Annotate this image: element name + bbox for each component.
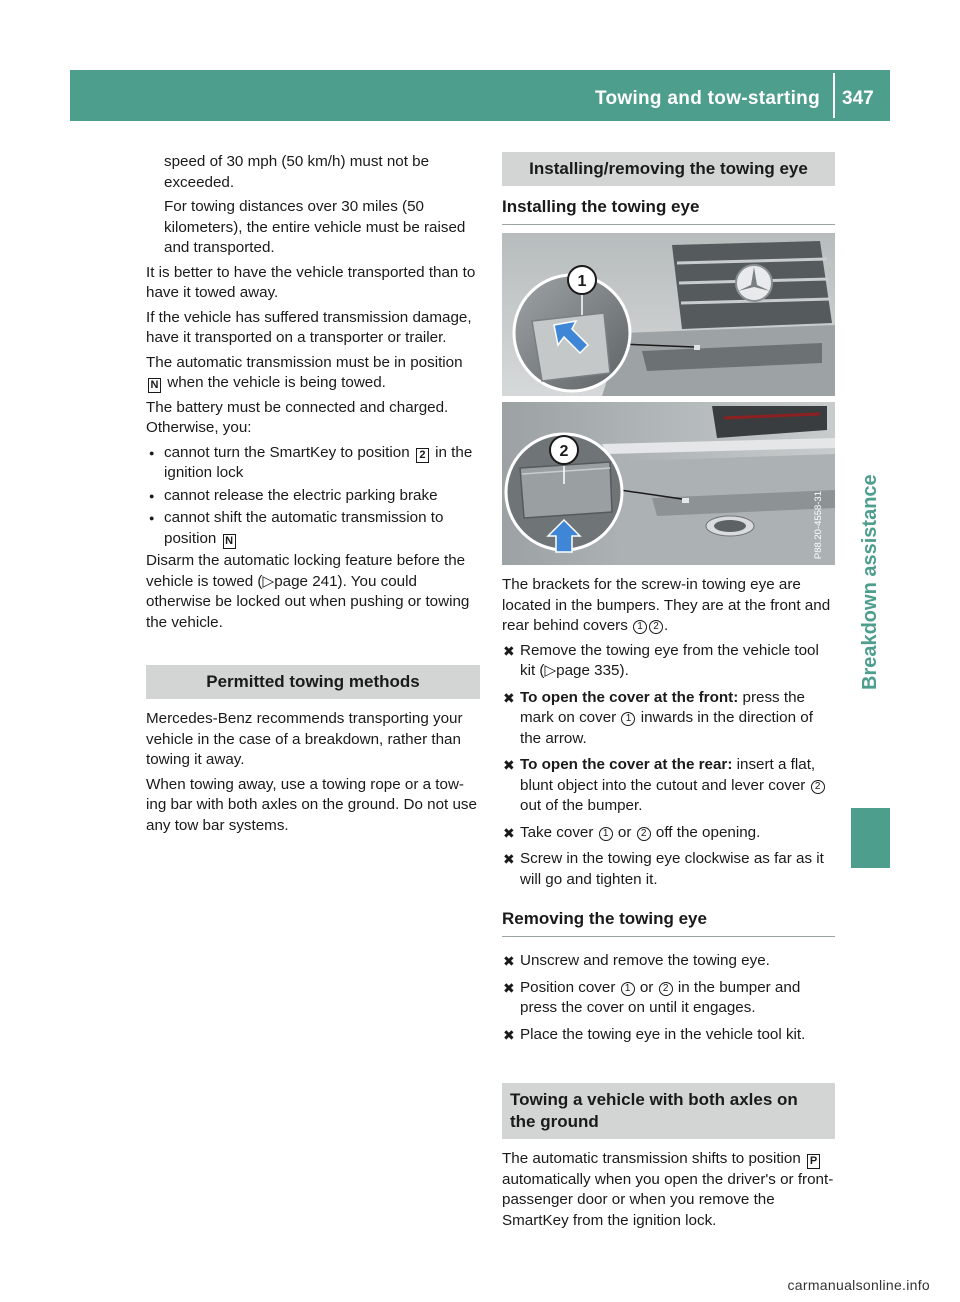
callout-ref: 1 (633, 620, 647, 634)
towing-eye-illustration (502, 233, 835, 565)
step-marker-icon: ✖ (503, 953, 515, 969)
callout-ref: 1 (621, 982, 635, 996)
step-item (502, 978, 835, 1019)
paragraph (146, 551, 480, 633)
text: The brackets for the screw-in towing eye are located in the bumpers. They are at the front and rear behind covers (502, 576, 831, 634)
left-column (146, 152, 480, 840)
list-item: ● cannot release the electric parking brake (146, 486, 480, 507)
step-label: To open the cover at the rear: (520, 756, 733, 773)
step-item (502, 755, 835, 817)
callout-1-label: 1 (577, 273, 587, 290)
list-item (146, 508, 480, 549)
rear-bumper-illustration (502, 402, 835, 565)
text: The automatic transmission shifts to position (502, 1150, 801, 1167)
text: out of the bumper. (520, 797, 643, 814)
gear-position-symbol: P (807, 1154, 820, 1169)
step-item (502, 1025, 835, 1046)
text: in the ignition lock (164, 443, 473, 481)
step-marker-icon: ✖ (503, 689, 515, 706)
callout-ref: 2 (811, 780, 825, 794)
text: or (639, 978, 654, 996)
paragraph: When towing away, use a towing rope or a tow-ing bar with both axles on the ground. Do not use any tow bar systems. (146, 775, 477, 834)
gear-position-symbol: N (223, 534, 236, 549)
paragraph (146, 353, 480, 394)
side-tab-label: Breakdown assistance (859, 474, 881, 690)
paragraph (502, 1149, 835, 1231)
front-car-drawing (502, 233, 835, 396)
figure-code: P88.20-4558-31 (812, 490, 824, 559)
text: Position cover (520, 978, 616, 996)
side-tab-marker (851, 808, 890, 868)
front-bumper-illustration (502, 233, 835, 396)
step-item (502, 641, 835, 682)
text: inwards in the direction of the arrow. (520, 709, 813, 747)
text: ). (619, 662, 629, 679)
paragraph: The battery must be connected and charged. Otherwise, you: (146, 398, 449, 436)
section-heading-towing-eye: Installing/removing the towing eye (502, 152, 835, 186)
step-marker-icon: ✖ (503, 1026, 515, 1043)
rear-car-drawing (502, 402, 835, 565)
header-separator (833, 73, 835, 118)
callout-ref: 2 (637, 827, 651, 841)
step-item (502, 951, 835, 972)
text: Place the towing eye in the vehicle tool kit. (520, 1025, 806, 1043)
paragraph: If the vehicle has suffered transmission damage, have it transported on a transporter or trailer. (146, 308, 472, 346)
text: Remove the towing eye from the vehicle tool kit ( (520, 641, 819, 679)
gear-position-symbol: N (148, 378, 161, 393)
subheading-installing: Installing the towing eye (502, 196, 835, 225)
text: ). You could otherwise be locked out when pushing or towing the vehicle. (146, 572, 470, 631)
text: press the mark on cover (520, 688, 805, 726)
paragraph: Mercedes-Benz recommends transporting your vehicle in the case of a breakdown, rather than towing it away. (146, 710, 463, 768)
text: insert a flat, blunt object into the cutout and lever cover (520, 756, 816, 794)
paragraph: speed of 30 mph (50 km/h) must not be exceeded. (164, 153, 430, 191)
page-reference-arrow-icon: ▷ (544, 662, 557, 679)
paragraph: The brackets for the screw-in towing eye are located in the bumpers. They are at the front and rear behind covers 1 2 . (502, 576, 831, 634)
text: Disarm the automatic locking feature before the vehicle is towed ( (146, 552, 466, 590)
text: when the vehicle is being towed. (167, 374, 386, 391)
step-item (502, 849, 835, 890)
section-heading-permitted-towing: Permitted towing methods (146, 665, 480, 699)
text: The automatic transmission must be in position (146, 353, 463, 371)
callout-ref: 2 (649, 620, 663, 634)
text: cannot shift the automatic transmission to position (164, 509, 444, 547)
text: automatically when you open the driver's or front-passenger door or when you remove the SmartKey from the ignition lock. (502, 1170, 834, 1229)
page-reference-link[interactable]: page 241 (274, 572, 338, 590)
page-reference-link[interactable]: page 335 (556, 662, 620, 679)
key-position-symbol: 2 (416, 448, 429, 463)
section-heading-both-axles: Towing a vehicle with both axles on the ground (502, 1083, 835, 1139)
callout-ref: 1 (599, 827, 613, 841)
step-item (502, 823, 835, 844)
page-reference-arrow-icon: ▷ (262, 572, 275, 590)
step-marker-icon: ✖ (503, 642, 515, 659)
callout-ref: 1 (621, 712, 635, 726)
paragraph: It is better to have the vehicle transported than to have it towed away. (146, 263, 476, 301)
text: or (617, 823, 632, 841)
callout-2-label: 2 (559, 443, 569, 460)
text: in the bumper and press the cover on until it engages. (520, 978, 801, 1016)
text: Take cover (520, 823, 594, 841)
text: cannot turn the SmartKey to position (164, 443, 410, 461)
page-number: 347 (842, 88, 874, 109)
paragraph: For towing distances over 30 miles (50 kilometers), the entire vehicle must be raised and transported. (164, 198, 466, 256)
subheading-removing: Removing the towing eye (502, 908, 835, 937)
text: off the opening. (655, 823, 761, 841)
text: Unscrew and remove the towing eye. (520, 952, 770, 969)
step-marker-icon: ✖ (503, 851, 515, 867)
site-watermark: carmanualsonline.info (787, 1277, 930, 1293)
right-column (502, 152, 835, 1235)
step-marker-icon: ✖ (503, 824, 515, 841)
page-header-title: Towing and tow-starting (594, 88, 820, 109)
step-marker-icon: ✖ (503, 757, 515, 773)
step-marker-icon: ✖ (503, 979, 515, 996)
step-label: To open the cover at the front: (520, 688, 739, 706)
callout-ref: 2 (659, 982, 673, 996)
step-item (502, 688, 835, 750)
list-item (146, 443, 480, 484)
text: Screw in the towing eye clockwise as far as it will go and tighten it. (520, 850, 824, 888)
